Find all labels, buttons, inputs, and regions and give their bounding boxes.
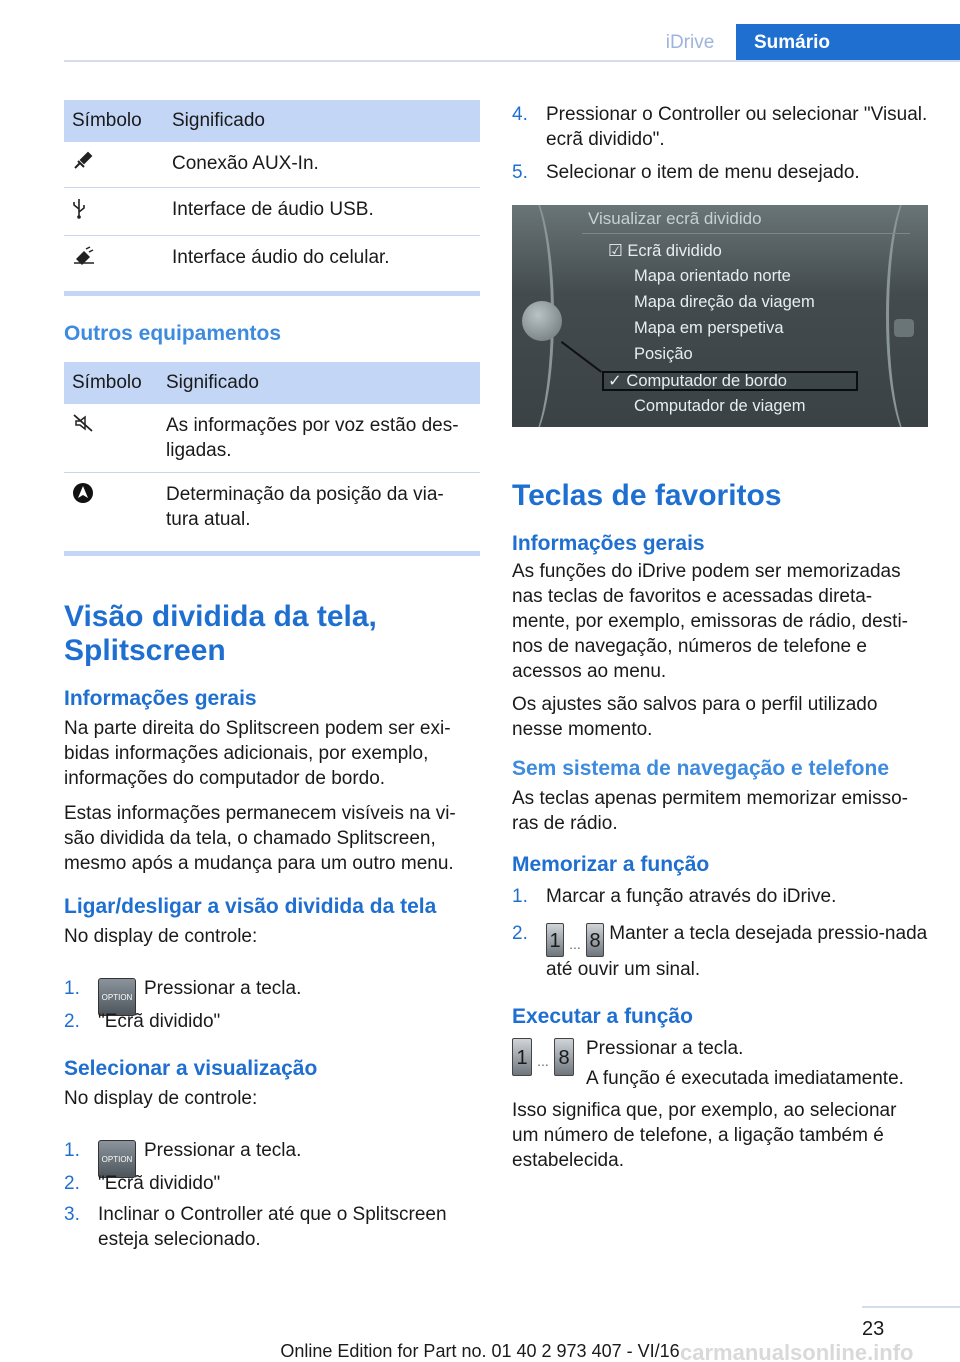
- heading-sem-navegacao: Sem sistema de navegação e telefone: [512, 757, 890, 780]
- table-header-symbol: Símbolo: [64, 362, 158, 404]
- watermark: carmanualsonline.info: [680, 1340, 914, 1362]
- controller-knob-icon: [522, 301, 562, 341]
- table-row: [64, 404, 480, 473]
- list-item: 2. "Ecrã dividido": [64, 1011, 221, 1032]
- favorite-keys-icon: 1 ... 8: [512, 1038, 574, 1076]
- table-cell-meaning: As informações por voz estão des‐ligadas.: [158, 404, 480, 473]
- phone-audio-icon: [72, 245, 96, 265]
- screen-menu-item-selected: ✓ Computador de bordo: [608, 372, 787, 390]
- screen-menu-item: Mapa em perspetiva: [634, 319, 784, 337]
- option-key-icon: OPTION: [98, 978, 136, 1016]
- table-end-rule: [64, 291, 480, 296]
- heading-memorizar: Memorizar a função: [512, 853, 710, 876]
- heading-executar: Executar a função: [512, 1005, 693, 1028]
- table-row: [64, 473, 480, 542]
- section-title-favoritos: Teclas de favoritos: [512, 479, 782, 512]
- pointer-line: [561, 341, 602, 373]
- section-heading-outros: Outros equipamentos: [64, 322, 282, 345]
- list-item: 3. Inclinar o Controller até que o Splitscreen esteja selecionado.: [64, 1204, 447, 1250]
- checkbox-checked-icon: ☑: [608, 242, 623, 260]
- list-item: 2. 1 ... 8 Manter a tecla desejada pressio‐nada até ouvir um sinal.: [512, 923, 928, 980]
- symbol-table-other: [64, 362, 480, 541]
- paragraph: No display de controle:: [64, 1088, 258, 1109]
- table-header-meaning: Significado: [164, 100, 480, 142]
- table-row: [64, 236, 480, 282]
- steps-select: [64, 1131, 480, 1252]
- paragraph: Os ajustes são salvos para o perfil utilizado nesse momento.: [512, 694, 878, 740]
- paragraph: Estas informações permanecem visíveis na vi‐são dividida da tela, o chamado Splitscreen, mesmo após a mudança para um outro menu.: [64, 803, 456, 874]
- usb-icon: [72, 197, 86, 219]
- page-number: 23: [862, 1318, 885, 1340]
- screen-menu-item: Mapa direção da viagem: [634, 293, 815, 311]
- exec-block: [512, 1036, 928, 1098]
- section-title-splitscreen: Visão dividida da tela, Splitscreen: [64, 600, 377, 667]
- table-cell-meaning: Conexão AUX-In.: [164, 142, 480, 188]
- paragraph: As teclas apenas permitem memorizar emisso‐ras de rádio.: [512, 788, 908, 834]
- paragraph: Isso significa que, por exemplo, ao selecionar um número de telefone, a ligação também é estabelecida.: [512, 1100, 897, 1171]
- paragraph: A função é executada imediatamente.: [586, 1068, 904, 1089]
- edition-text: Online Edition for Part no. 01 40 2 973 407 - VI/16: [280, 1341, 680, 1361]
- idrive-screen-image: [512, 205, 928, 427]
- list-item: 1. OPTION Pressionar a tecla.: [64, 969, 480, 1009]
- paragraph: Na parte direita do Splitscreen podem ser exi‐bidas informações adicionais, por exemplo, informações do computador de bordo.: [64, 718, 451, 789]
- table-cell-meaning: Determinação da posição da via‐tura atual.: [166, 484, 444, 530]
- table-header-meaning: Significado: [158, 362, 480, 404]
- table-end-rule: [64, 551, 480, 556]
- left-column: [64, 100, 480, 1252]
- voice-off-icon: [72, 413, 96, 433]
- favorite-key-8-icon: 8: [586, 923, 604, 957]
- check-icon: ✓: [608, 372, 622, 390]
- paragraph: As funções do iDrive podem ser memorizadas nas teclas de favoritos e acessadas direta‐mente, por exemplo, emissoras de rádio, desti‐nos de navegação, números de telefone e acessos ao menu.: [512, 561, 909, 682]
- paragraph: No display de controle:: [64, 926, 258, 947]
- list-item: 1. OPTION Pressionar a tecla.: [64, 1131, 480, 1171]
- list-item: 5. Selecionar o item de menu desejado.: [512, 162, 860, 183]
- screen-title: Visualizar ecrã dividido: [588, 209, 762, 228]
- vehicle-position-icon: [72, 482, 94, 504]
- steps-memorizar: [512, 884, 928, 982]
- aux-plug-icon: [72, 151, 94, 171]
- tab-idrive[interactable]: iDrive: [665, 32, 715, 53]
- heading-info-gerais: Informações gerais: [64, 687, 257, 710]
- favorite-key-1-icon: 1: [546, 923, 564, 957]
- heading-select-view: Selecionar a visualização: [64, 1057, 318, 1080]
- page-header: [0, 0, 960, 62]
- table-cell-meaning: Interface de áudio USB.: [164, 188, 480, 236]
- list-item: 1. Marcar a função através do iDrive.: [512, 886, 837, 907]
- heading-toggle-splitscreen: Ligar/desligar a visão dividida da tela: [64, 895, 437, 918]
- screen-menu-item: Posição: [634, 345, 693, 363]
- list-item: 4. Pressionar o Controller ou selecionar "Visual. ecrã dividido".: [512, 104, 928, 150]
- steps-select-continued: [512, 102, 928, 185]
- list-item: 2. "Ecrã dividido": [64, 1173, 221, 1194]
- table-row: [64, 188, 480, 236]
- paragraph: Pressionar a tecla.: [586, 1038, 744, 1059]
- screen-side-icon: [894, 319, 914, 337]
- footer-rule: [862, 1306, 960, 1308]
- heading-info-gerais-fav: Informações gerais: [512, 532, 705, 555]
- option-key-icon: OPTION: [98, 1140, 136, 1178]
- right-column: [512, 102, 928, 1173]
- screen-menu-item: ☑ Ecrã dividido: [608, 242, 722, 260]
- table-header-symbol: Símbolo: [64, 100, 164, 142]
- screen-menu-item: Mapa orientado norte: [634, 267, 791, 285]
- tab-sumario[interactable]: Sumário: [736, 24, 960, 62]
- screen-menu-item: Computador de viagem: [634, 397, 806, 415]
- table-row: [64, 142, 480, 188]
- header-rule: [64, 60, 960, 62]
- symbol-table-audio: [64, 100, 480, 281]
- steps-toggle: [64, 969, 480, 1034]
- table-cell-meaning: Interface áudio do celular.: [172, 247, 390, 268]
